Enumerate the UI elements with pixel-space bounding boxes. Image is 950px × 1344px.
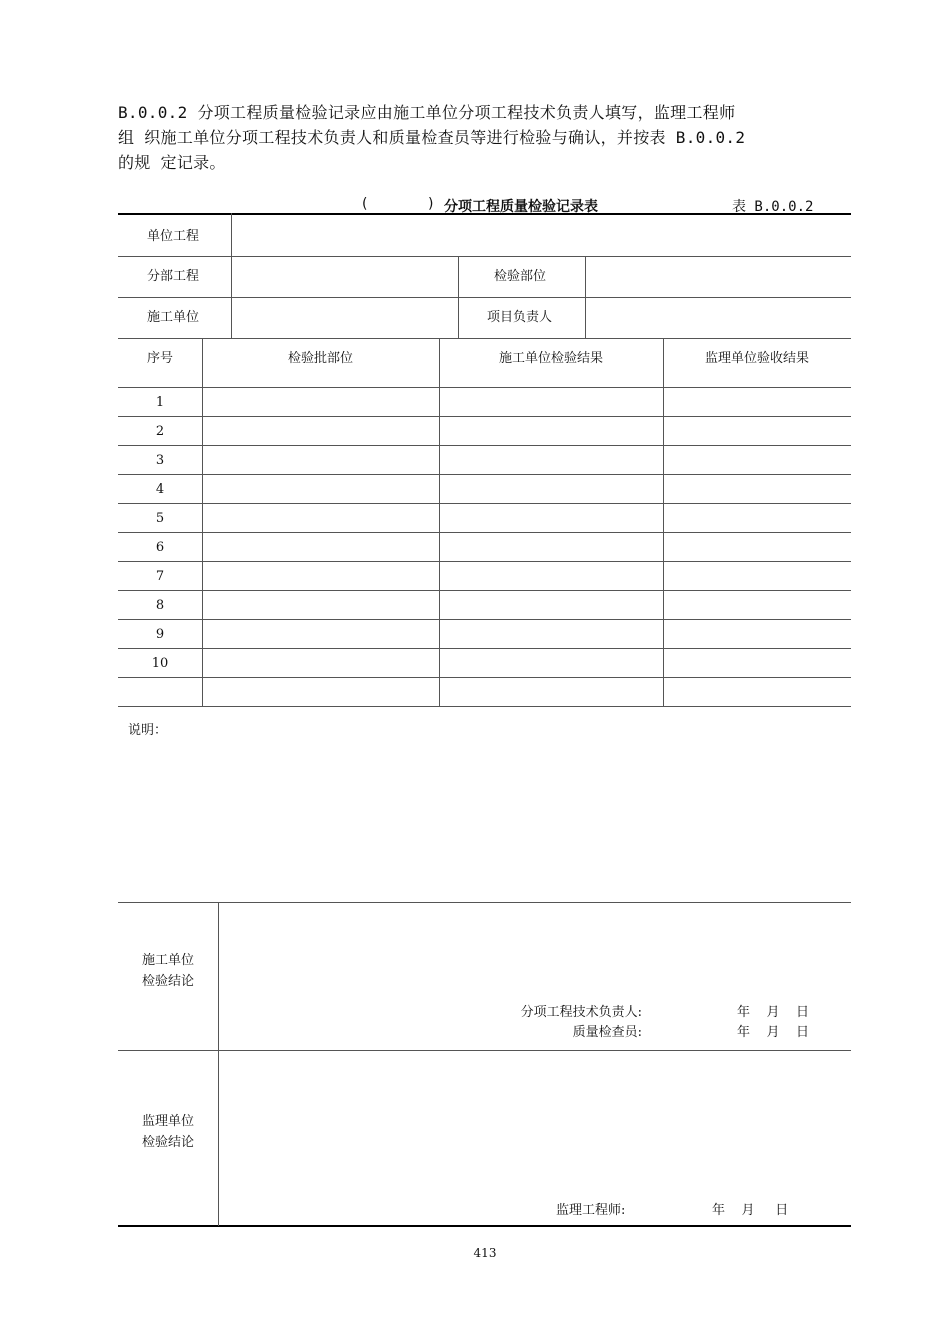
conclusion-top-border <box>118 902 851 903</box>
row-number: 10 <box>151 656 169 671</box>
row-divider <box>118 619 851 620</box>
page-number: 413 <box>473 1246 497 1260</box>
row-divider <box>118 416 851 417</box>
conclusion-divider <box>118 1050 851 1051</box>
row-number: 5 <box>155 511 165 526</box>
table-top-border <box>118 213 851 215</box>
col-divider <box>439 338 440 707</box>
title-paren-open: ( <box>362 196 368 212</box>
col-header-batch-location: 检验批部位 <box>287 351 353 366</box>
date-tech-lead: 年 月 日 <box>737 1005 810 1020</box>
intro-line-1: B.0.0.2 分项工程质量检验记录应由施工单位分项工程技术负责人填写，监理工程师 <box>118 103 736 122</box>
construction-conclusion-line-1: 施工单位 <box>141 953 194 968</box>
notes-label: 说明： <box>128 723 168 738</box>
row-divider <box>118 297 851 298</box>
row-number: 1 <box>155 395 165 410</box>
label-sub-project: 分部工程 <box>147 269 200 284</box>
row-divider <box>118 387 851 388</box>
conclusion-bottom-border <box>118 1225 851 1227</box>
form-title-row <box>118 196 851 214</box>
intro-line-2: 组 织施工单位分项工程技术负责人和质量检查员等进行检验与确认，并按表 B.0.0.2 <box>118 128 746 147</box>
date-quality-inspector: 年 月 日 <box>737 1025 810 1040</box>
signer-quality-inspector: 质量检查员: <box>572 1025 642 1040</box>
col-divider <box>663 338 664 707</box>
conclusion-col-divider <box>218 902 219 1226</box>
row-divider <box>118 648 851 649</box>
supervision-conclusion-line-2: 检验结论 <box>141 1135 194 1150</box>
row-divider <box>118 706 851 707</box>
col-header-construction-result: 施工单位检验结果 <box>498 351 603 366</box>
row-number: 9 <box>155 627 165 642</box>
row-number: 6 <box>155 540 165 555</box>
col-divider <box>458 256 459 338</box>
row-number: 3 <box>155 453 165 468</box>
col-divider <box>585 256 586 338</box>
row-divider <box>118 474 851 475</box>
label-project-manager: 项目负责人 <box>487 310 553 325</box>
col-header-supervision-result: 监理单位验收结果 <box>704 351 809 366</box>
col-divider <box>231 213 232 338</box>
label-unit-project: 单位工程 <box>147 229 200 244</box>
title-paren-close: ) <box>428 196 434 212</box>
row-number: 8 <box>155 598 165 613</box>
row-number: 4 <box>155 482 165 497</box>
supervision-conclusion-label <box>118 1111 218 1153</box>
signer-supervisor: 监理工程师: <box>556 1203 626 1218</box>
col-divider <box>202 338 203 707</box>
row-divider <box>118 256 851 257</box>
row-divider <box>118 338 851 339</box>
construction-conclusion-label <box>118 950 218 992</box>
row-divider <box>118 590 851 591</box>
intro-line-3: 的规 定记录。 <box>118 153 226 172</box>
row-divider <box>118 677 851 678</box>
label-inspection-location: 检验部位 <box>494 269 547 284</box>
row-number: 2 <box>155 424 165 439</box>
form-title: 分项工程质量检验记录表 <box>444 199 598 215</box>
table-number: 表 B.0.0.2 <box>732 199 814 215</box>
label-construction-unit: 施工单位 <box>147 310 200 325</box>
construction-conclusion-line-2: 检验结论 <box>141 974 194 989</box>
row-divider <box>118 503 851 504</box>
col-header-seq: 序号 <box>146 351 173 366</box>
row-divider <box>118 561 851 562</box>
intro-paragraph <box>118 100 858 175</box>
row-number: 7 <box>155 569 165 584</box>
supervision-conclusion-line-1: 监理单位 <box>141 1114 194 1129</box>
row-divider <box>118 445 851 446</box>
date-supervisor: 年 月 日 <box>712 1203 789 1218</box>
row-divider <box>118 532 851 533</box>
signer-tech-lead: 分项工程技术负责人: <box>520 1005 642 1020</box>
